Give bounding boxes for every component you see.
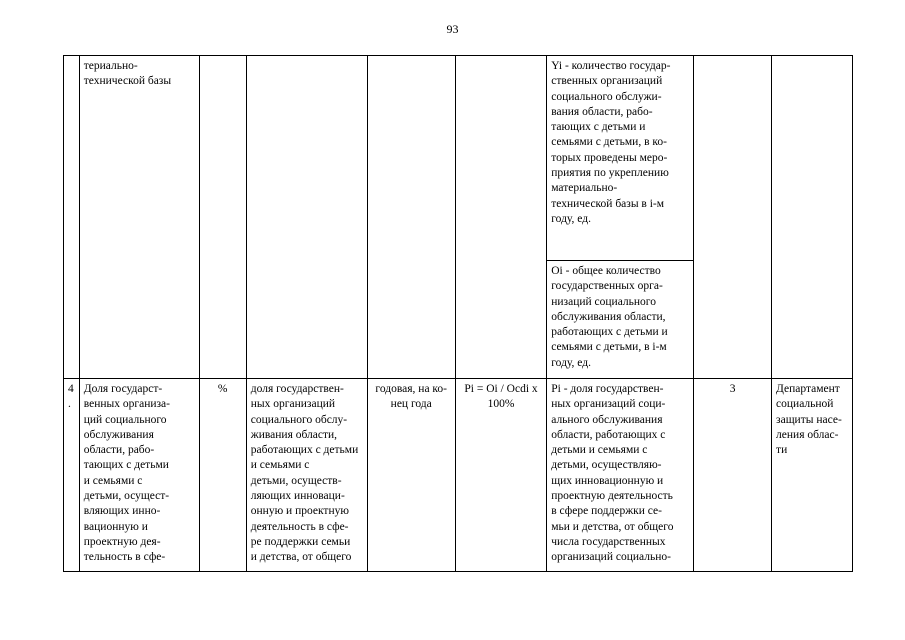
row-number-cell [64, 379, 80, 572]
formula-description: Pi - доля государствен- ных организаций соци- ального обслуживания области, работающих с детьми и семьями с детьми, осуществляю- щих инновационную и проектную деятельность в сфере поддержки се- мьи и детства, от общего числа государственных организаций социально- [551, 383, 674, 564]
periodicity-cell [367, 379, 455, 572]
responsible-cell [772, 56, 853, 379]
table-row [64, 379, 853, 572]
method-cell [694, 56, 772, 379]
method-cell [694, 379, 772, 572]
row-number: 4. [68, 383, 74, 411]
responsible-body: Департамент социальной защиты насе- ления облас- ти [776, 383, 842, 457]
row-number-cell [64, 56, 80, 379]
unit-cell [199, 56, 246, 379]
indicator-name-cell [79, 379, 199, 572]
periodicity: годовая, на ко- нец года [375, 383, 448, 411]
unit-cell [199, 379, 246, 572]
formula-description-cell [547, 261, 694, 379]
formula: Pi = Oi / Ocdi x 100% [464, 383, 538, 411]
definition-cell [246, 56, 367, 379]
page-number: 93 [446, 22, 459, 36]
method-code: 3 [729, 383, 736, 395]
indicator-name: териально- технической базы [83, 60, 172, 88]
indicator-name: Доля государст- венных организа- ций социального обслуживания области, рабо- тающих с детьми и семьями с детьми, осущест- вляющих инно- вационную и проектную дея- тельность в сфе- [83, 383, 170, 564]
indicator-definition: доля государствен- ных организаций социального обслу- живания области, работающих с детьми и семьями с детьми, осуществ- ляющих инноваци- онную и проектную деятельность в сфе- ре поддержки семьи и детства, от общего [250, 383, 359, 564]
periodicity-cell [367, 56, 455, 379]
variable-o-description: Oi - общее количество государственных орга- низаций социального обслуживания области, работающих с детьми и семьями с детьми, в i-м году, ед. [551, 265, 668, 369]
unit: % [217, 383, 228, 395]
table-row [64, 56, 853, 261]
formula-description-cell [547, 379, 694, 572]
formula-cell [455, 379, 546, 572]
variable-y-description: Yi - количество государ- ственных организаций социального обслужи- вания области, рабо- тающих с детьми и семьями с детьми, в ко- торых проведены меро- приятия по укреплению материально- технической базы в i-м году, ед. [551, 60, 671, 225]
indicator-table [63, 55, 853, 572]
formula-cell [455, 56, 546, 379]
responsible-cell [772, 379, 853, 572]
definition-cell [246, 379, 367, 572]
formula-description-cell [547, 56, 694, 261]
indicator-name-cell [79, 56, 199, 379]
